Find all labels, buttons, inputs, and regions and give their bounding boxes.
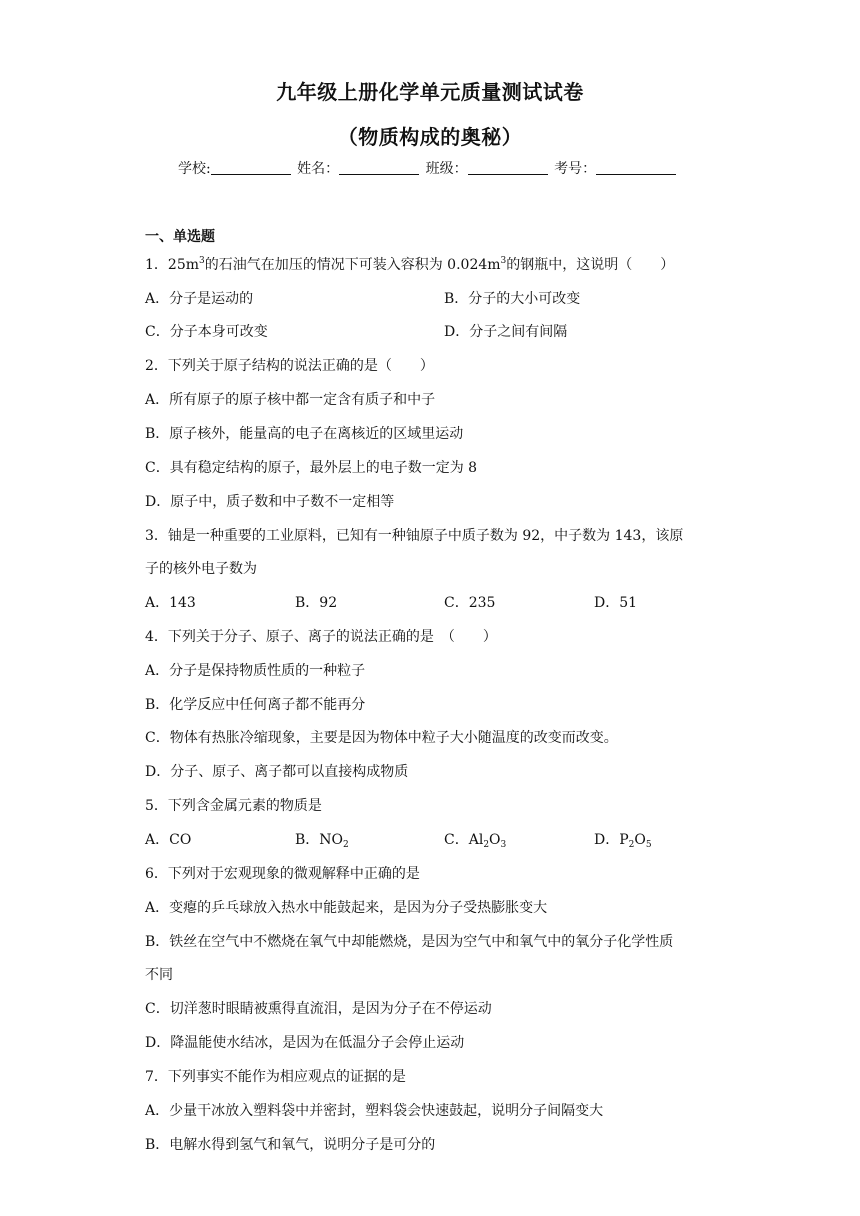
question-7-stem: 7．下列事实不能作为相应观点的证据的是 [145, 1069, 406, 1085]
name-blank[interactable] [339, 160, 419, 175]
question-5-option-d[interactable]: D．$P_2O_5$ [594, 832, 652, 850]
name-label: 姓名： [297, 161, 340, 177]
question-6-option-c[interactable]: C．切洋葱时眼睛被熏得直流泪，是因为分子在不停运动 [145, 1001, 492, 1017]
question-2-option-d[interactable]: D．原子中，质子数和中子数不一定相等 [145, 494, 395, 510]
question-4-option-d[interactable]: D．分子、原子、离子都可以直接构成物质 [145, 764, 409, 780]
question-1-stem: 1．$25m^3$的石油气在加压的情况下可装入容积为 $0.024m^3$的钢瓶中，这说明（ ） [145, 256, 675, 273]
question-2-option-c[interactable]: C．具有稳定结构的原子，最外层上的电子数一定为 8 [145, 460, 478, 476]
exam-no-label: 考号： [554, 161, 597, 177]
question-6-stem: 6．下列对于宏观现象的微观解释中正确的是 [145, 866, 420, 882]
question-2-option-a[interactable]: A．所有原子的原子核中都一定含有质子和中子 [145, 392, 436, 408]
question-3-option-a[interactable]: A．143 [145, 595, 196, 611]
question-5-option-c[interactable]: C．$Al_2O_3$ [444, 832, 507, 850]
exam-title: 九年级上册化学单元质量测试试卷 [276, 80, 584, 104]
exam-no-blank[interactable] [596, 160, 676, 175]
question-4-option-c[interactable]: C．物体有热胀冷缩现象，主要是因为物体中粒子大小随温度的改变而改变。 [145, 730, 618, 746]
question-3-stem-line1: 3．铀是一种重要的工业原料，已知有一种铀原子中质子数为 92，中子数为 143，该原 [145, 528, 684, 544]
question-2-option-b[interactable]: B．原子核外，能量高的电子在离核近的区域里运动 [145, 426, 464, 442]
question-7-option-b[interactable]: B．电解水得到氢气和氧气，说明分子是可分的 [145, 1137, 436, 1153]
question-6-option-b[interactable]: B．铁丝在空气中不燃烧在氧气中却能燃烧，是因为空气中和氧气中的氧分子化学性质 [145, 934, 674, 950]
school-blank[interactable] [211, 160, 291, 175]
question-1-option-a[interactable]: A．分子是运动的 [145, 291, 254, 307]
question-1-option-d[interactable]: D．分子之间有间隔 [444, 324, 568, 340]
question-5-stem: 5．下列含金属元素的物质是 [145, 798, 322, 814]
question-6-option-a[interactable]: A．变瘪的乒乓球放入热水中能鼓起来，是因为分子受热膨胀变大 [145, 900, 548, 916]
question-3-option-d[interactable]: D．51 [594, 595, 638, 611]
question-6-option-d[interactable]: D．降温能使水结冰，是因为在低温分子会停止运动 [145, 1035, 465, 1051]
class-label: 班级： [425, 161, 468, 177]
question-3-option-c[interactable]: C．235 [444, 595, 496, 611]
question-4-option-b[interactable]: B．化学反应中任何离子都不能再分 [145, 697, 366, 713]
student-info-line [178, 158, 678, 178]
question-2-stem: 2．下列关于原子结构的说法正确的是（ ） [145, 358, 434, 374]
question-3-option-b[interactable]: B．92 [295, 595, 338, 611]
question-3-stem-line2: 子的核外电子数为 [145, 561, 257, 577]
section-title: 一、单选题 [145, 229, 215, 245]
school-label: 学校: [178, 161, 211, 177]
question-4-option-a[interactable]: A．分子是保持物质性质的一种粒子 [145, 663, 366, 679]
question-4-stem: 4．下列关于分子、原子、离子的说法正确的是 （ ） [145, 629, 497, 645]
question-1-option-c[interactable]: C．分子本身可改变 [145, 324, 268, 340]
question-5-option-a[interactable]: A．CO [145, 832, 192, 848]
exam-subtitle: （物质构成的奥秘） [337, 125, 523, 149]
question-1-option-b[interactable]: B．分子的大小可改变 [444, 291, 581, 307]
question-6-option-b-cont: 不同 [145, 967, 173, 983]
question-7-option-a[interactable]: A．少量干冰放入塑料袋中并密封，塑料袋会快速鼓起，说明分子间隔变大 [145, 1103, 604, 1119]
class-blank[interactable] [468, 160, 548, 175]
question-5-option-b[interactable]: B．$NO_2$ [295, 832, 349, 850]
